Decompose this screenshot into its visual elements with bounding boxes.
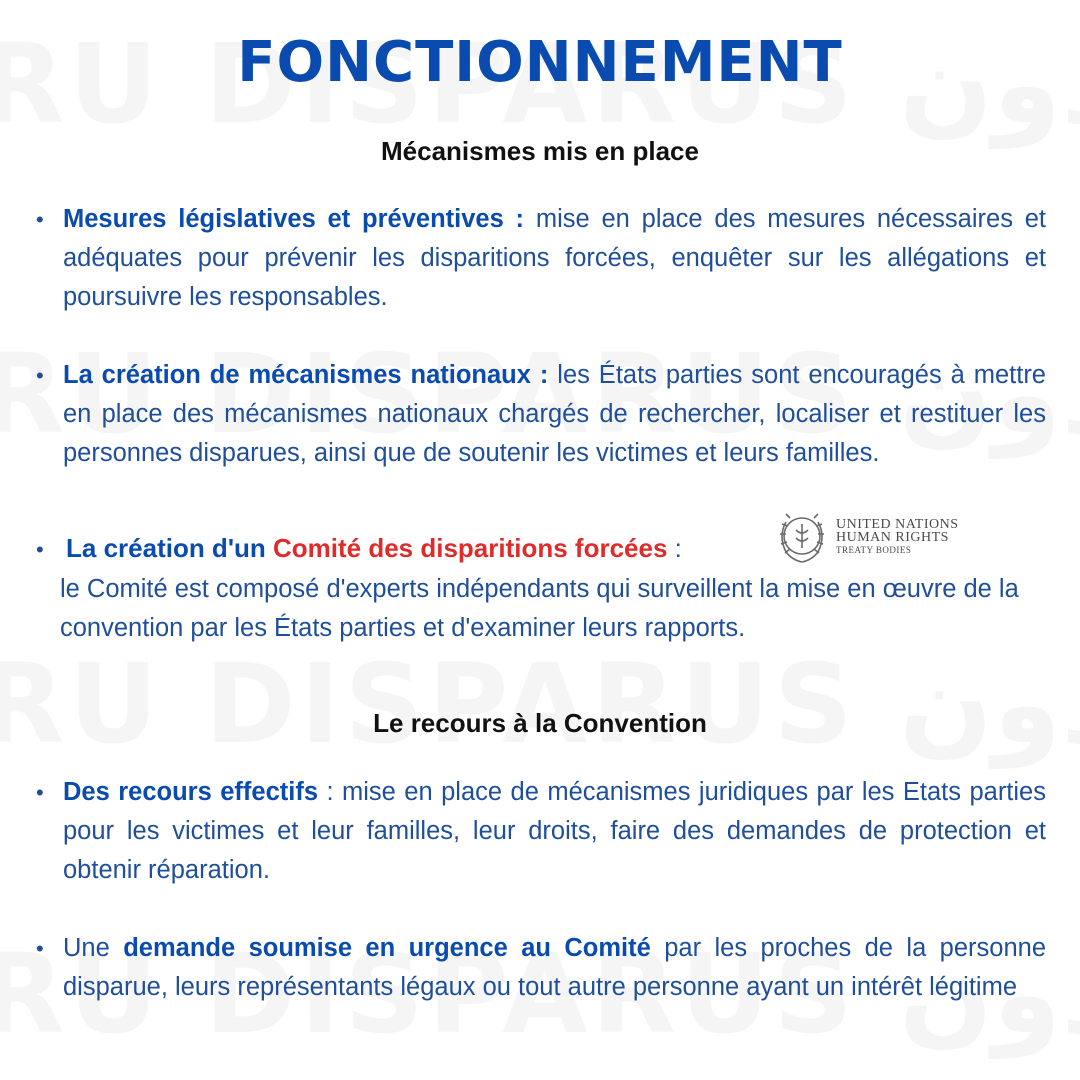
- list-item-recours-effectifs: [36, 773, 1046, 890]
- list-item-comite-heading: [36, 530, 682, 568]
- list-item-bold: La création d'un: [66, 533, 273, 563]
- list-item-body: mise en place des mesures nécessaires et adéquates pour prévenir les disparitions forcées, enquêter sur les allégations et poursuivre les responsables.: [63, 205, 1047, 311]
- list-item-bold: La création de mécanismes nationaux :: [63, 361, 549, 389]
- un-logo-line: UNITED NATIONS: [836, 517, 959, 532]
- un-logo-line: TREATY BODIES: [836, 545, 912, 555]
- section-heading-mecanismes: Mécanismes mis en place: [381, 136, 699, 166]
- list-item-comite-body: le Comité est composé d'experts indépendants qui surveillent la mise en œuvre de la convention par les États parties et d'examiner leurs rapports.: [60, 575, 1019, 642]
- section-heading-recours: Le recours à la Convention: [373, 708, 707, 738]
- list-item-pre: Une: [63, 934, 124, 962]
- list-item-mesures-legislatives: [36, 200, 1046, 317]
- list-item-body: : mise en place de mécanismes juridiques par les Etats parties pour les victimes et leur familles, leur droits, faire des demandes de protection et obtenir réparation.: [63, 778, 1046, 884]
- page-title: FONCTIONNEMENT: [237, 30, 843, 95]
- un-logo-line: HUMAN RIGHTS: [836, 530, 949, 545]
- list-item-bold: demande soumise en urgence au Comité: [123, 934, 651, 962]
- list-item-text: [63, 356, 1046, 473]
- list-item-bold: Des recours effectifs: [63, 778, 319, 806]
- olive-wreath-icon: [780, 514, 824, 562]
- list-item-text: [63, 200, 1046, 317]
- list-item-text: [63, 929, 1046, 1007]
- list-item-bold: Mesures législatives et préventives :: [63, 205, 525, 233]
- bullet-dot: •: [36, 207, 44, 232]
- list-item-body: les États parties sont encouragés à mettre en place des mécanismes nationaux chargés de rechercher, localiser et restituer les personnes disparues, ainsi que de soutenir les victimes et leurs familles.: [63, 361, 1046, 467]
- list-item-mecanismes-nationaux: [36, 356, 1046, 473]
- un-logo-text: [836, 518, 959, 557]
- list-item-body: par les proches de la personne disparue, leurs représentants légaux ou tout autre personne ayant un intérêt légitime: [63, 934, 1046, 1001]
- bullet-dot: •: [36, 936, 44, 961]
- bullet-dot: •: [36, 780, 44, 805]
- list-item-text: [63, 773, 1046, 890]
- comite-highlight: Comité des disparitions forcées: [272, 533, 668, 563]
- bullet-dot: •: [36, 363, 44, 388]
- list-item-demande-urgence: [36, 929, 1046, 1007]
- list-item-colon: :: [667, 533, 682, 563]
- bullet-dot: •: [36, 537, 44, 562]
